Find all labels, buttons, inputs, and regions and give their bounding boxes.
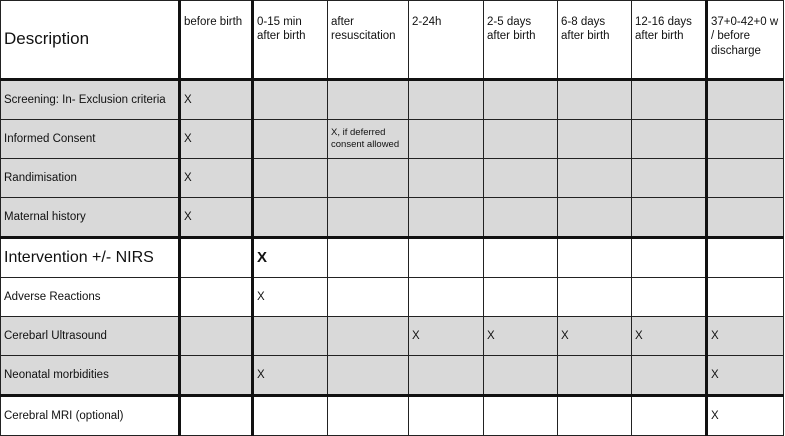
table-cell bbox=[558, 80, 632, 120]
table-cell bbox=[484, 238, 558, 278]
table-cell bbox=[253, 159, 328, 198]
table-cell bbox=[632, 238, 707, 278]
row-label: Maternal history bbox=[1, 198, 180, 238]
row-label: Adverse Reactions bbox=[1, 278, 180, 317]
table-cell bbox=[253, 120, 328, 159]
header-2-24h: 2-24h bbox=[409, 1, 484, 80]
table-cell bbox=[707, 238, 784, 278]
table-cell bbox=[707, 159, 784, 198]
header-12-16-days: 12-16 days after birth bbox=[632, 1, 707, 80]
table-cell bbox=[632, 80, 707, 120]
table-cell: X bbox=[253, 356, 328, 396]
table-cell bbox=[253, 317, 328, 356]
table-cell bbox=[632, 396, 707, 436]
table-cell bbox=[484, 159, 558, 198]
table-cell bbox=[558, 278, 632, 317]
table-cell bbox=[558, 120, 632, 159]
table-cell bbox=[328, 159, 409, 198]
table-cell: X bbox=[558, 317, 632, 356]
table-cell bbox=[707, 120, 784, 159]
table-cell bbox=[253, 80, 328, 120]
table-cell bbox=[558, 396, 632, 436]
row-label: Informed Consent bbox=[1, 120, 180, 159]
table-cell bbox=[328, 198, 409, 238]
table-cell bbox=[180, 278, 253, 317]
table-cell bbox=[558, 159, 632, 198]
table-row bbox=[1, 198, 784, 238]
header-after-resuscitation: after resuscitation bbox=[328, 1, 409, 80]
table-cell bbox=[409, 238, 484, 278]
table-cell bbox=[632, 198, 707, 238]
table-cell bbox=[409, 80, 484, 120]
table-cell bbox=[180, 317, 253, 356]
table-cell: X bbox=[180, 198, 253, 238]
table-row bbox=[1, 159, 784, 198]
header-0-15-min: 0-15 min after birth bbox=[253, 1, 328, 80]
table-cell: X bbox=[484, 317, 558, 356]
table-row bbox=[1, 396, 784, 436]
table-cell: X bbox=[180, 120, 253, 159]
table-cell bbox=[632, 278, 707, 317]
table-cell bbox=[328, 238, 409, 278]
table-cell bbox=[484, 198, 558, 238]
table-cell: X bbox=[707, 356, 784, 396]
table-cell bbox=[328, 396, 409, 436]
table-cell: X bbox=[253, 238, 328, 278]
table-row bbox=[1, 238, 784, 278]
table-cell bbox=[707, 80, 784, 120]
table-cell bbox=[484, 80, 558, 120]
row-label: Neonatal morbidities bbox=[1, 356, 180, 396]
table-cell: X bbox=[180, 159, 253, 198]
table-cell bbox=[484, 120, 558, 159]
table-cell: X, if deferred consent allowed bbox=[328, 120, 409, 159]
row-label: Intervention +/- NIRS bbox=[1, 238, 180, 278]
table-cell bbox=[328, 80, 409, 120]
table-cell: X bbox=[253, 278, 328, 317]
table-cell bbox=[180, 238, 253, 278]
table-cell bbox=[707, 278, 784, 317]
table-row bbox=[1, 356, 784, 396]
table-cell bbox=[409, 159, 484, 198]
table-cell bbox=[180, 356, 253, 396]
table-cell bbox=[409, 198, 484, 238]
table-cell bbox=[409, 120, 484, 159]
table-cell: X bbox=[707, 317, 784, 356]
table-cell bbox=[253, 396, 328, 436]
table-cell bbox=[632, 159, 707, 198]
row-label: Cerebarl Ultrasound bbox=[1, 317, 180, 356]
table-cell: X bbox=[180, 80, 253, 120]
row-label: Randimisation bbox=[1, 159, 180, 198]
table-cell bbox=[328, 317, 409, 356]
row-label: Cerebral MRI (optional) bbox=[1, 396, 180, 436]
table-cell bbox=[328, 278, 409, 317]
header-2-5-days: 2-5 days after birth bbox=[484, 1, 558, 80]
table-cell bbox=[707, 198, 784, 238]
table-cell bbox=[558, 238, 632, 278]
table-cell bbox=[409, 396, 484, 436]
table-cell bbox=[632, 120, 707, 159]
header-row bbox=[1, 1, 784, 80]
table-cell bbox=[253, 198, 328, 238]
header-discharge: 37+0-42+0 w / before discharge bbox=[707, 1, 784, 80]
table-row bbox=[1, 80, 784, 120]
table-cell bbox=[328, 356, 409, 396]
table-cell bbox=[484, 356, 558, 396]
table-cell: X bbox=[632, 317, 707, 356]
table-cell bbox=[632, 356, 707, 396]
table-cell: X bbox=[409, 317, 484, 356]
table-cell bbox=[409, 356, 484, 396]
table-cell bbox=[484, 278, 558, 317]
table-cell bbox=[180, 396, 253, 436]
row-label: Screening: In- Exclusion criteria bbox=[1, 80, 180, 120]
table-row bbox=[1, 317, 784, 356]
header-before-birth: before birth bbox=[180, 1, 253, 80]
header-6-8-days: 6-8 days after birth bbox=[558, 1, 632, 80]
table-cell bbox=[558, 198, 632, 238]
table-cell: X bbox=[707, 396, 784, 436]
table-cell bbox=[558, 356, 632, 396]
table-row bbox=[1, 278, 784, 317]
table-row bbox=[1, 120, 784, 159]
table-cell bbox=[409, 278, 484, 317]
header-description: Description bbox=[1, 1, 180, 80]
table-cell bbox=[484, 396, 558, 436]
